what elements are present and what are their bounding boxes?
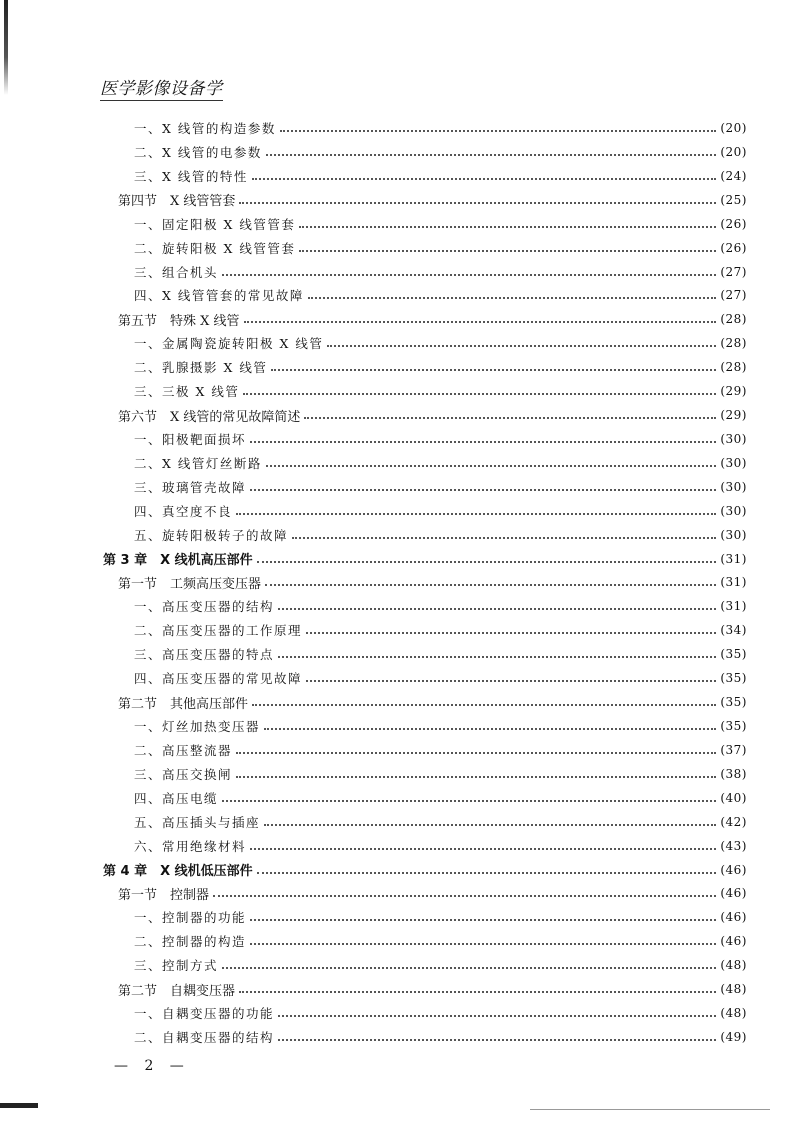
- toc-page: (38): [720, 766, 747, 781]
- toc-item: [134, 643, 747, 665]
- dot-leader: [280, 130, 716, 132]
- dot-leader: [278, 656, 716, 658]
- toc-section: [118, 189, 747, 211]
- dot-leader: [306, 680, 716, 682]
- toc-label: 四、高压电缆: [134, 790, 219, 806]
- toc-page: (31): [720, 599, 747, 614]
- dot-leader: [278, 608, 716, 610]
- toc-page: (31): [720, 575, 747, 590]
- toc-label: 第 4 章 X 线机低压部件: [103, 864, 253, 880]
- toc-page: (35): [720, 647, 747, 662]
- dot-leader: [271, 369, 716, 371]
- toc-page: (24): [720, 168, 747, 183]
- dot-leader: [265, 584, 716, 586]
- toc-label: 第四节 X 线管管套: [118, 194, 236, 210]
- dot-leader: [266, 465, 716, 467]
- toc-chapter: [103, 859, 747, 881]
- toc-page: (37): [720, 742, 747, 757]
- toc-item: [134, 906, 747, 928]
- toc-item: [134, 237, 747, 259]
- toc-item: [134, 165, 747, 187]
- dot-leader: [266, 154, 716, 156]
- toc-page: (30): [720, 527, 747, 542]
- toc-page: (30): [720, 455, 747, 470]
- toc-item: [134, 380, 747, 402]
- toc-page: (30): [720, 503, 747, 518]
- toc-label: 五、旋转阳极转子的故障: [134, 527, 289, 543]
- toc-label: 二、高压整流器: [134, 742, 233, 758]
- dot-leader: [244, 321, 717, 323]
- toc-page: (48): [720, 982, 747, 997]
- toc-item: [134, 213, 747, 235]
- running-header: 医学影像设备学: [100, 74, 223, 101]
- toc-label: 一、控制器的功能: [134, 910, 247, 926]
- toc-label: 三、高压变压器的特点: [134, 647, 275, 663]
- toc-item: [134, 595, 747, 617]
- dot-leader: [222, 967, 716, 969]
- toc-label: 一、阳极靶面损坏: [134, 431, 247, 447]
- dot-leader: [257, 561, 717, 563]
- toc-chapter: [103, 548, 747, 570]
- toc-label: 一、自耦变压器的功能: [134, 1006, 275, 1022]
- toc-item: [134, 811, 747, 833]
- toc-section: [118, 691, 747, 713]
- toc-label: 第一节 工频高压变压器: [118, 576, 262, 592]
- dot-leader: [236, 776, 716, 778]
- dot-leader: [292, 537, 716, 539]
- scan-artifact-line: [530, 1109, 770, 1110]
- toc-label: 一、固定阳极 X 线管管套: [134, 216, 296, 232]
- dot-leader: [308, 297, 716, 299]
- toc-item: [134, 261, 747, 283]
- toc-section: [118, 978, 747, 1000]
- dot-leader: [278, 1015, 716, 1017]
- dot-leader: [304, 417, 716, 419]
- dot-leader: [278, 1039, 716, 1041]
- toc-section: [118, 404, 747, 426]
- toc-label: 一、金属陶瓷旋转阳极 X 线管: [134, 336, 324, 352]
- toc-section: [118, 571, 747, 593]
- dot-leader: [252, 178, 716, 180]
- toc-page: (43): [720, 838, 747, 853]
- toc-page: (34): [720, 623, 747, 638]
- toc-label: 第五节 特殊 X 线管: [118, 313, 240, 329]
- toc-item: [134, 1026, 747, 1048]
- toc-label: 三、组合机头: [134, 264, 219, 280]
- toc-label: 六、常用绝缘材料: [134, 838, 247, 854]
- toc-page: (25): [720, 192, 747, 207]
- toc-item: [134, 141, 747, 163]
- toc-label: 二、控制器的构造: [134, 934, 247, 950]
- dot-leader: [239, 991, 716, 993]
- toc-item: [134, 452, 747, 474]
- dot-leader: [257, 872, 717, 874]
- toc-page: (30): [720, 431, 747, 446]
- toc-item: [134, 667, 747, 689]
- toc-label: 第一节 控制器: [118, 887, 210, 903]
- toc-item: [134, 284, 747, 306]
- toc-page: (26): [720, 216, 747, 231]
- toc-page: (49): [720, 1029, 747, 1044]
- toc-item: [134, 428, 747, 450]
- dot-leader: [250, 919, 716, 921]
- toc-label: 三、高压交换闸: [134, 766, 233, 782]
- toc-item: [134, 930, 747, 952]
- toc-page: (27): [720, 288, 747, 303]
- toc-item: [134, 835, 747, 857]
- toc-page: (42): [720, 814, 747, 829]
- toc-item: [134, 787, 747, 809]
- toc-page: (29): [720, 384, 747, 399]
- dot-leader: [236, 513, 716, 515]
- dot-leader: [222, 274, 716, 276]
- toc-label: 第 3 章 X 线机高压部件: [103, 553, 253, 569]
- dot-leader: [250, 441, 716, 443]
- toc-page: (20): [720, 121, 747, 135]
- toc-label: 二、X 线管的电参数: [134, 144, 262, 160]
- toc-page: (30): [720, 479, 747, 494]
- toc-item: [134, 332, 747, 354]
- toc-page: (46): [720, 934, 747, 949]
- toc-label: 第二节 自耦变压器: [118, 983, 236, 999]
- toc-label: 四、高压变压器的常见故障: [134, 671, 303, 687]
- dot-leader: [306, 632, 716, 634]
- toc-item: [134, 524, 747, 546]
- toc-item: [134, 476, 747, 498]
- toc-item: [134, 715, 747, 737]
- toc-label: 四、真空度不良: [134, 503, 233, 519]
- toc-item: [134, 117, 747, 139]
- toc-page: (46): [720, 886, 747, 901]
- toc-page: (26): [720, 240, 747, 255]
- dot-leader: [327, 345, 716, 347]
- toc-section: [118, 882, 747, 904]
- dot-leader: [213, 895, 716, 897]
- toc-page: (48): [720, 958, 747, 973]
- toc-page: (35): [720, 695, 747, 710]
- toc-label: 三、三极 X 线管: [134, 384, 240, 400]
- toc-label: 五、高压插头与插座: [134, 814, 261, 830]
- toc-label: 二、旋转阳极 X 线管管套: [134, 240, 296, 256]
- dot-leader: [299, 250, 716, 252]
- toc-section: [118, 308, 747, 330]
- toc-page: (46): [720, 862, 747, 877]
- toc-item: [134, 739, 747, 761]
- toc-item: [134, 1002, 747, 1024]
- dot-leader: [264, 824, 716, 826]
- toc-page: (28): [720, 360, 747, 375]
- dot-leader: [243, 393, 716, 395]
- toc-page: (27): [720, 264, 747, 279]
- dot-leader: [236, 752, 716, 754]
- toc-label: 二、乳腺摄影 X 线管: [134, 360, 268, 376]
- scan-artifact-bottom: [0, 1103, 38, 1108]
- toc-label: 第二节 其他高压部件: [118, 696, 249, 712]
- dot-leader: [250, 848, 716, 850]
- toc-page: (28): [720, 312, 747, 327]
- toc-item: [134, 954, 747, 976]
- toc-page: (46): [720, 910, 747, 925]
- dot-leader: [250, 943, 716, 945]
- toc-page: (35): [720, 719, 747, 733]
- toc-page: (48): [720, 1006, 747, 1021]
- toc-page: (29): [720, 408, 747, 423]
- toc-item: [134, 619, 747, 641]
- page-number: — 2 —: [114, 1058, 190, 1074]
- dot-leader: [239, 202, 716, 204]
- toc-page: (28): [720, 336, 747, 351]
- toc-label: 三、玻璃管壳故障: [134, 479, 247, 495]
- toc-page: (20): [720, 144, 747, 159]
- dot-leader: [250, 489, 716, 491]
- toc-label: 三、X 线管的特性: [134, 168, 248, 184]
- toc-page: (40): [720, 790, 747, 805]
- toc-item: [134, 500, 747, 522]
- toc-label: 二、X 线管灯丝断路: [134, 455, 262, 471]
- toc-label: 二、高压变压器的工作原理: [134, 623, 303, 639]
- toc-label: 一、高压变压器的结构: [134, 599, 275, 615]
- toc-item: [134, 763, 747, 785]
- toc-page: (35): [720, 671, 747, 686]
- toc-label: 一、灯丝加热变压器: [134, 719, 261, 734]
- dot-leader: [222, 800, 716, 802]
- toc-label: 四、X 线管管套的常见故障: [134, 288, 304, 304]
- toc-item: [134, 356, 747, 378]
- scan-artifact-left: [4, 0, 8, 95]
- toc-page: (31): [720, 551, 747, 566]
- dot-leader: [299, 226, 716, 228]
- dot-leader: [264, 728, 716, 730]
- toc-label: 二、自耦变压器的结构: [134, 1029, 275, 1045]
- toc-label: 一、X 线管的构造参数: [134, 121, 276, 136]
- toc-label: 三、控制方式: [134, 958, 219, 974]
- toc-label: 第六节 X 线管的常见故障简述: [118, 409, 301, 425]
- dot-leader: [252, 704, 716, 706]
